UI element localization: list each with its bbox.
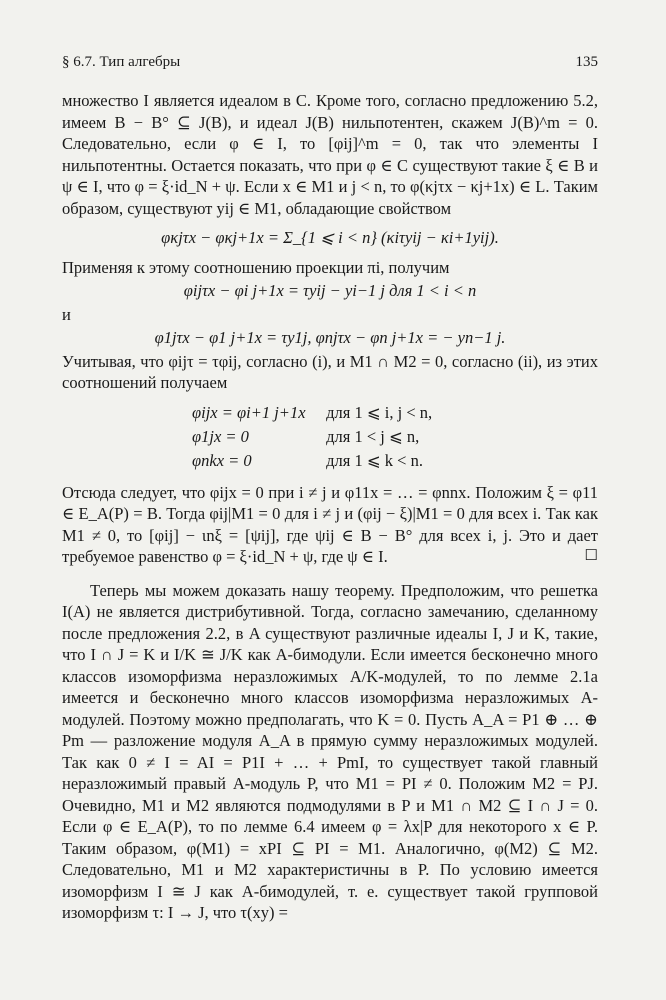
- paragraph-1: множество I является идеалом в C. Кроме того, согласно предложению 5.2, имеем B − B° ⊆ J(B), и идеал J(B) нильпотентен, скажем J(B)^m = 0. Следовательно, если φ ∈ I, то [φij]^m = 0, так что элементы I нильпотентны. Остается показать, что при φ ∈ C существуют такие ξ ∈ B и ψ ∈ I, что φ = ξ·id_N + ψ. Если x ∈ M1 и j < n, то φ(κjτx − κj+1x) ∈ L. Таким образом, существуют yij ∈ M1, обладающие свойством: [62, 91, 598, 218]
- paragraph-3: Учитывая, что φijτ = τφij, согласно (i), и M1 ∩ M2 = 0, согласно (ii), из этих соотношений получаем: [62, 351, 598, 392]
- page-body: [62, 90, 598, 924]
- end-of-proof-icon: ☐: [584, 548, 598, 564]
- system-condition: для 1 ⩽ k < n.: [326, 450, 423, 470]
- paragraph-4-text: Отсюда следует, что φijx = 0 при i ≠ j и φ11x = … = φnnx. Положим ξ = φ11 ∈ E_A(P) = B. Тогда φij|M1 = 0 для i ≠ j и (φij − ξ)|M1 = 0 для всех i. Так как M1 ≠ 0, то [φij] − ιnξ = [ψij], где ψij ∈ B − B° для всех i, j. Это и дает требуемое равенство φ = ξ·id_N + ψ, где ψ ∈ I.: [62, 482, 598, 566]
- running-header: [62, 54, 598, 78]
- system-condition: для 1 ⩽ i, j < n,: [326, 402, 433, 422]
- system-row: [192, 426, 598, 450]
- equation-1: φκjτx − φκj+1x = Σ_{1 ⩽ i < n} (κiτyij − κi+1yij).: [161, 228, 499, 247]
- equation-2: φijτx − φi j+1x = τyij − yi−1 j для 1 < i < n: [183, 281, 477, 300]
- spacer: [62, 568, 598, 580]
- page-number: 135: [575, 54, 598, 70]
- paragraph-5: Теперь мы можем доказать нашу теорему. Предположим, что решетка I(A) не является дистрибутивной. Тогда, согласно замечанию, сделанному после предложения 2.2, в A существуют различные идеалы I, J и K, такие, что I ∩ J = K и I/K ≅ J/K как A-бимодули. Если имеется бесконечно много классов изоморфизма неразложимых A/K-модулей, то по лемме 2.1a имеется и бесконечно много классов изоморфизма неразложимых A-модулей. Поэтому можно предполагать, что K = 0. Пусть A_A = P1 ⊕ … ⊕ Pm — разложение модуля A_A в прямую сумму неразложимых модулей. Так как 0 ≠ I = AI = P1I + … + PmI, то существует такой главный неразложимый правый A-модуль P, что M1 = PI ≠ 0. Положим M2 = PJ. Очевидно, M1 и M2 являются подмодулями в P и M1 ∩ M2 ⊆ I ∩ J = 0. Если φ ∈ E_A(P), то по лемме 6.4 имеем φ = λx|P для некоторого x ∈ P. Таким образом, φ(M1) = xPI ⊆ PI = M1. Аналогично, φ(M2) ⊆ M2. Следовательно, M1 и M2 характеристичны в P. По условию имеется изоморфизм I ≅ J как A-бимодулей, т. е. существует такой групповой изоморфизм τ: I → J, что τ(xy) =: [62, 580, 598, 922]
- system-row: [192, 450, 598, 474]
- system-lhs: φ1jx = 0: [192, 426, 249, 446]
- equation-3: φ1jτx − φ1 j+1x = τy1j, φnjτx − φn j+1x = − yn−1 j.: [154, 328, 506, 347]
- section-title: § 6.7. Тип алгебры: [62, 54, 181, 70]
- equation-system: [192, 402, 598, 474]
- system-lhs: φijx = φi+1 j+1x: [192, 402, 306, 422]
- paragraph-2: Применяя к этому соотношению проекции πi, получим: [62, 257, 450, 277]
- system-lhs: φnkx = 0: [192, 450, 252, 470]
- system-row: [192, 402, 598, 426]
- conjunction: и: [62, 304, 71, 324]
- system-condition: для 1 < j ⩽ n,: [326, 426, 420, 446]
- paragraph-4: [62, 482, 598, 568]
